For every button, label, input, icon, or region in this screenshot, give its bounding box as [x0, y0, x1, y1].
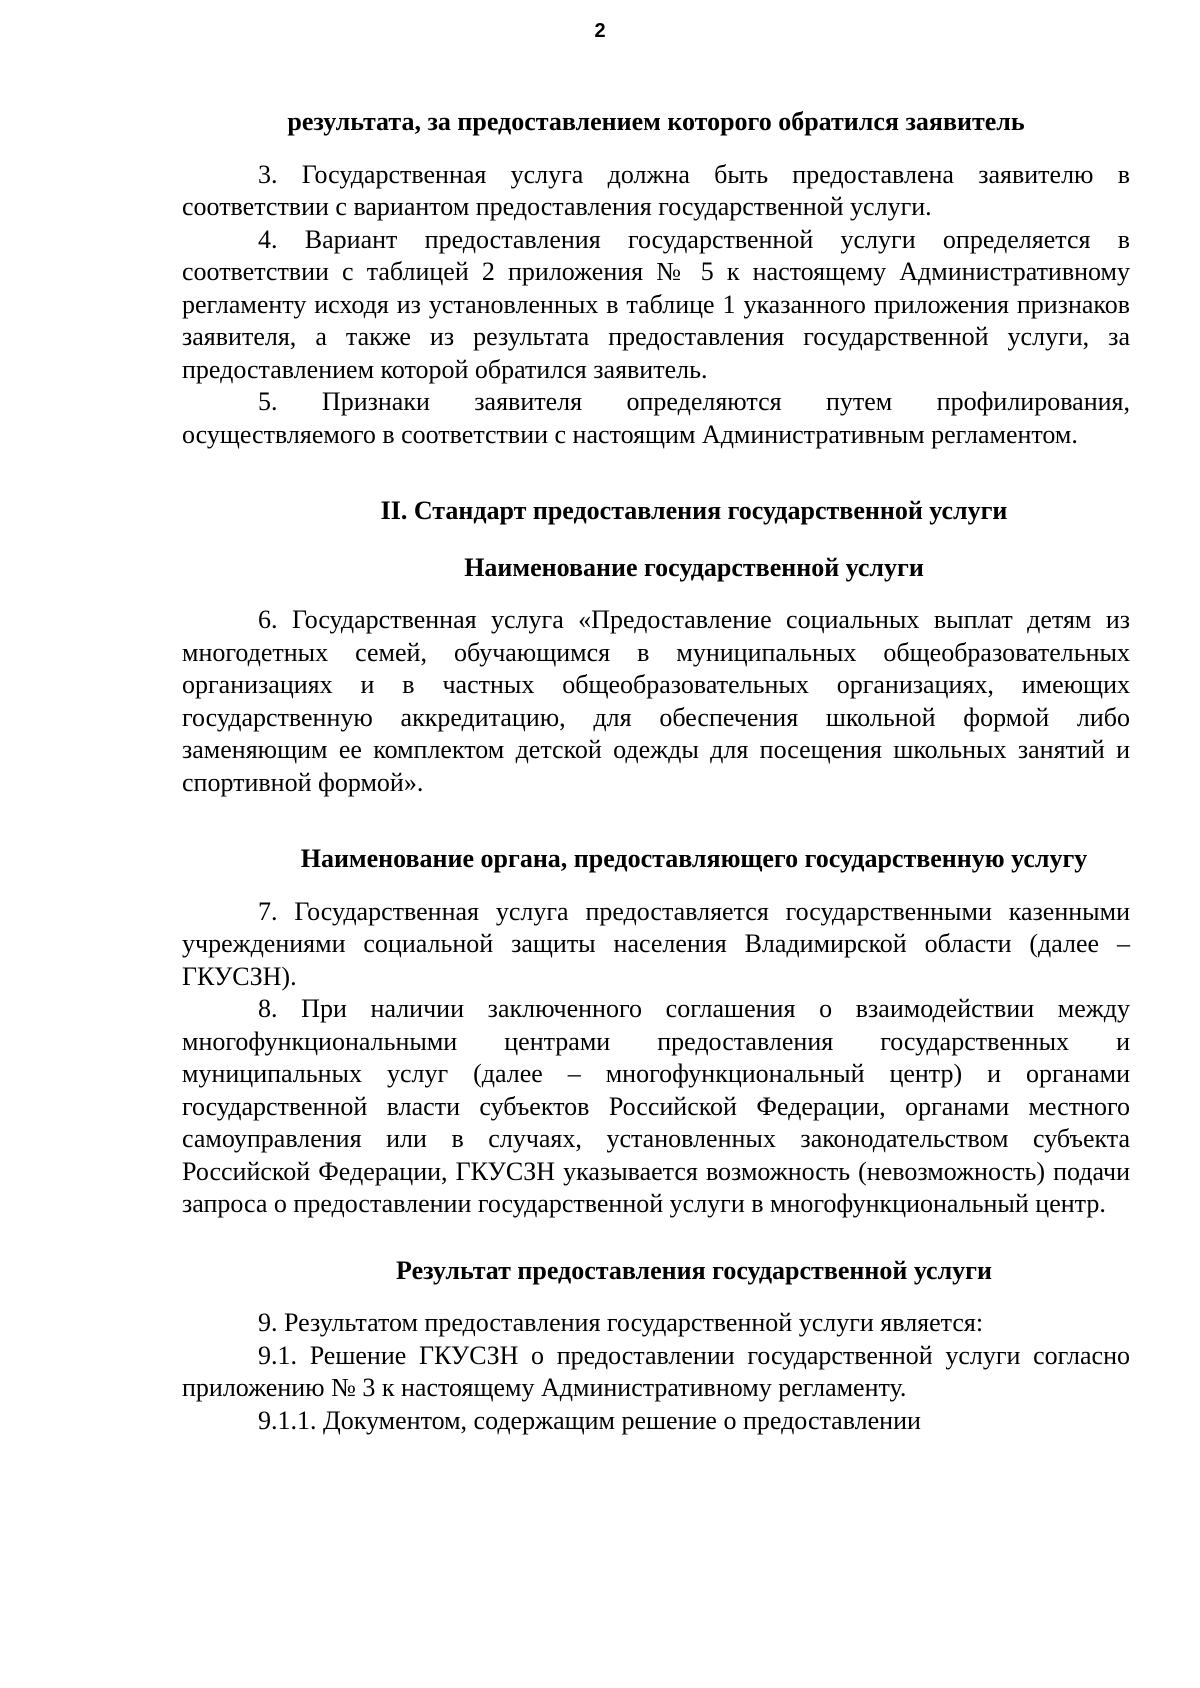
intro-heading-line: результата, за предоставлением которого обратился заявитель: [287, 107, 1025, 136]
paragraph-7: 7. Государственная услуга предоставляется государственными казенными учреждениями социальной защиты населения Владимирской области (далее – ГКУСЗН).: [182, 896, 1130, 991]
document-body: [182, 106, 1130, 1437]
heading-authority-name: Наименование органа, предоставляющего государственную услугу: [300, 844, 1088, 873]
heading-result: Результат предоставления государственной услуги: [396, 1255, 992, 1285]
paragraph-4: 4. Вариант предоставления государственной услуги определяется в соответствии с таблицей 2 приложения № 5 к настоящему Административному регламенту исходя из установленных в таблице 1 указанного приложения признаков заявителя, а также из результата предоставления государственной услуги, за предоставлением которой обратился заявитель.: [182, 224, 1130, 384]
paragraph-3: 3. Государственная услуга должна быть предоставлена заявителю в соответствии с вариантом предоставления государственной услуги.: [182, 159, 1130, 221]
heading-service-name: Наименование государственной услуги: [464, 552, 924, 582]
paragraph-8: 8. При наличии заключенного соглашения о взаимодействии между многофункциональными центрами предоставления государственных и муниципальных услуг (далее – многофункциональный центр) и органами государственной власти субъектов Российской Федерации, органами местного самоуправления или в случаях, установленных законодательством субъекта Российской Федерации, ГКУСЗН указывается возможность (невозможность) подачи запроса о предоставлении государственной услуги в многофункциональный центр.: [182, 994, 1130, 1218]
paragraph-6: 6. Государственная услуга «Предоставление социальных выплат детям из многодетных семей, обучающимся в муниципальных общеобразовательных организациях и в частных общеобразовательных организациях, имеющих государственную аккредитацию, для обеспечения школьной формой либо заменяющим ее комплектом детской одежды для посещения школьных занятий и спортивной формой».: [182, 605, 1130, 797]
section-title: II. Стандарт предоставления государственной услуги: [380, 496, 1008, 525]
paragraph-9: 9. Результатом предоставления государственной услуги является:: [258, 1308, 984, 1337]
page-number: 2: [594, 20, 606, 42]
paragraph-5: 5. Признаки заявителя определяются путем профилирования, осуществляемого в соответствии с настоящим Административным регламентом.: [182, 387, 1130, 449]
paragraph-9-1: 9.1. Решение ГКУСЗН о предоставлении государственной услуги согласно приложению № 3 к настоящему Административному регламенту.: [182, 1340, 1130, 1402]
paragraph-9-1-1: 9.1.1. Документом, содержащим решение о предоставлении: [258, 1405, 921, 1435]
